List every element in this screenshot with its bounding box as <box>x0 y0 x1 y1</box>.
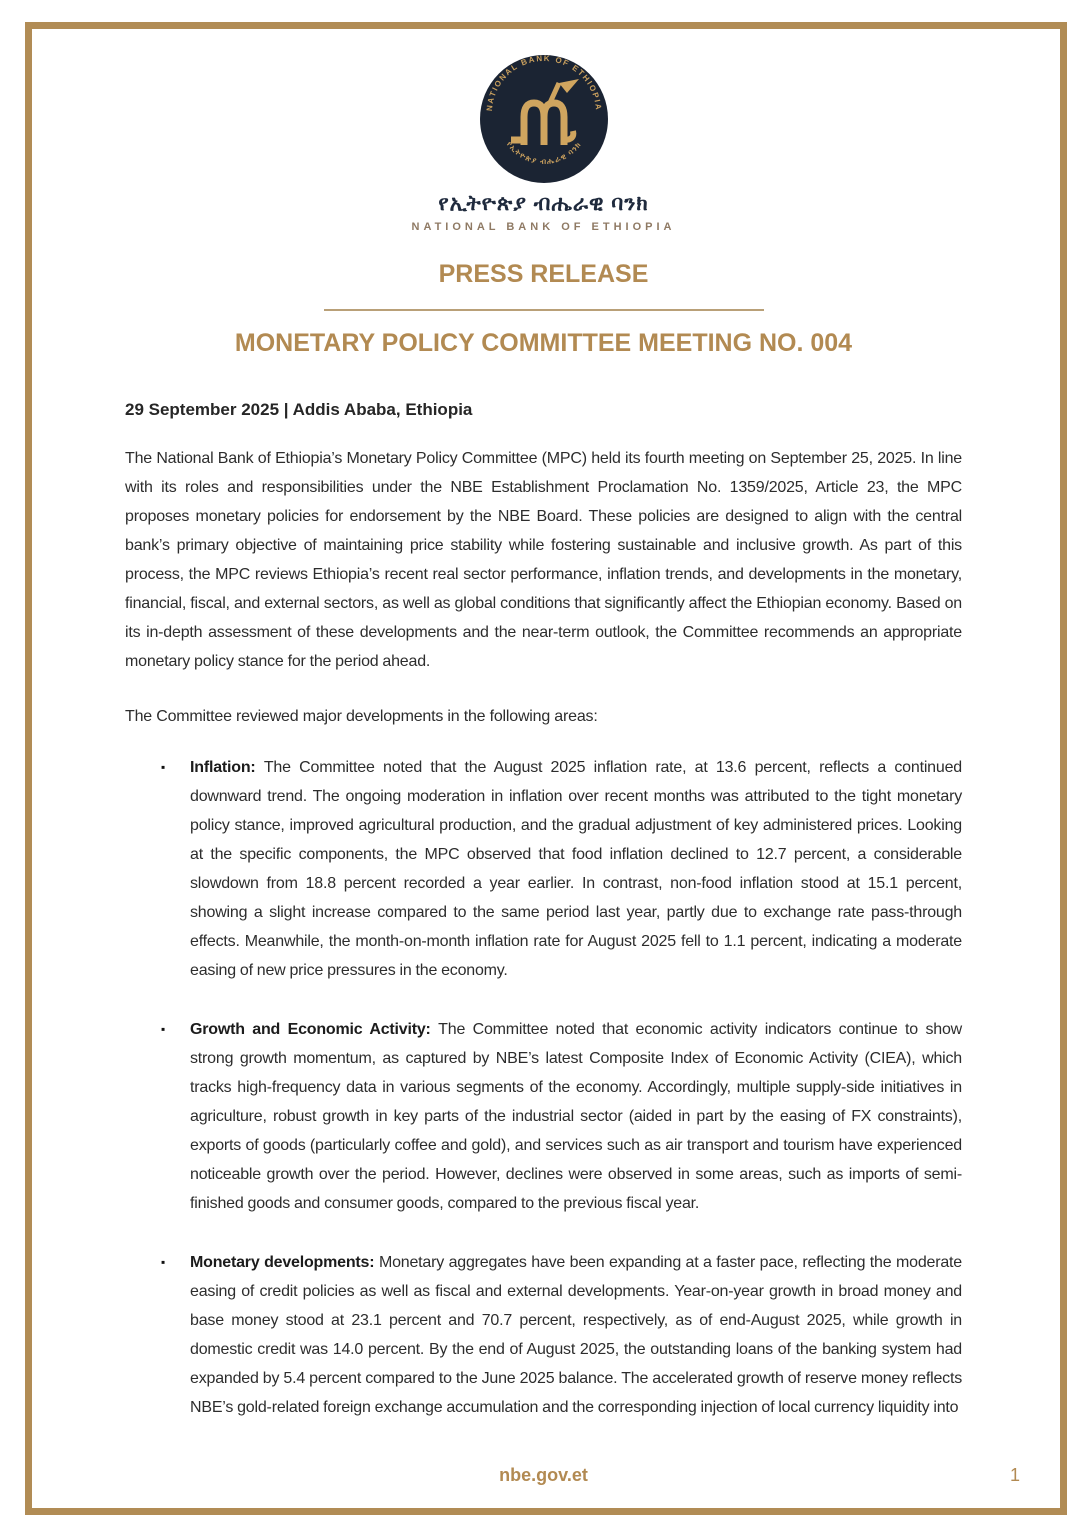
bank-name-english: NATIONAL BANK OF ETHIOPIA <box>411 221 676 233</box>
bullet-label: Inflation: <box>190 759 264 776</box>
logo-ring-top-text: NATIONAL BANK OF ETHIOPIA <box>484 53 603 112</box>
document-content <box>125 0 962 1422</box>
bullet-square-icon: ▪ <box>161 1255 166 1269</box>
heading-divider <box>324 309 764 311</box>
lead-in-line: The Committee reviewed major developments in the following areas: <box>125 708 598 725</box>
bullet-item-inflation <box>125 753 962 985</box>
meeting-title-heading: MONETARY POLICY COMMITTEE MEETING NO. 004 <box>234 329 853 357</box>
bullet-item-growth <box>125 1015 962 1218</box>
bullet-square-icon: ▪ <box>161 1022 166 1036</box>
page-footer <box>0 1465 1086 1495</box>
footer-website: nbe.gov.et <box>499 1465 588 1485</box>
dateline: 29 September 2025 | Addis Ababa, Ethiopia <box>125 400 473 419</box>
bullet-item-monetary <box>125 1248 962 1422</box>
bullet-label: Growth and Economic Activity: <box>190 1021 439 1038</box>
logo-ring-bottom-text: የኢትዮጵያ ብሔራዊ ባንክ <box>504 139 583 166</box>
page-number: 1 <box>1009 1465 1020 1485</box>
nbe-logo-icon <box>478 53 610 185</box>
bullet-label: Monetary developments: <box>190 1254 379 1271</box>
press-release-heading: PRESS RELEASE <box>438 260 649 288</box>
bullet-text: The Committee noted that the August 2025 inflation rate, at 13.6 percent, reflects a continued downward trend. The ongoing moderation in inflation over recent months was attributed to the tight monetary policy stance, improved agricultural production, and the gradual adjustment of key administered prices. Looking at the specific components, the MPC observed that food inflation declined to 12.7 percent, a considerable slowdown from 18.8 percent recorded a year earlier. In contrast, non-food inflation stood at 15.1 percent, showing a slight increase compared to the same period last year, partly due to exchange rate pass-through effects. Meanwhile, the month-on-month inflation rate for August 2025 fell to 1.1 percent, indicating a moderate easing of new price pressures in the economy. <box>190 759 962 979</box>
bullet-list <box>125 753 962 1422</box>
bullet-square-icon: ▪ <box>161 760 166 774</box>
bullet-text: The Committee noted that economic activity indicators continue to show strong growth momentum, as captured by NBE’s latest Composite Index of Economic Activity (CIEA), which tracks high-frequency data in various segments of the economy. Accordingly, multiple supply-side initiatives in agriculture, robust growth in key parts of the industrial sector (aided in part by the easing of FX constraints), exports of goods (particularly coffee and gold), and services such as air transport and tourism have experienced noticeable growth over the period. However, declines were observed in some areas, such as imports of semi-finished goods and consumer goods, compared to the previous fiscal year. <box>190 1021 963 1212</box>
bank-name-amharic: የኢትዮጵያ ብሔራዊ ባንክ <box>438 192 649 215</box>
bullet-text: Monetary aggregates have been expanding at a faster pace, reflecting the moderate easing of credit policies as well as fiscal and external developments. Year-on-year growth in broad money and base money stood at 23.1 percent and 70.7 percent, respectively, as of end-August 2025, while growth in domestic credit was 14.0 percent. By the end of August 2025, the outstanding loans of the banking system had expanded by 5.4 percent compared to the June 2025 balance. The accelerated growth of reserve money reflects NBE’s gold-related foreign exchange accumulation and the corresponding injection of local currency liquidity into <box>190 1254 962 1416</box>
intro-paragraph: The National Bank of Ethiopia’s Monetary Policy Committee (MPC) held its fourth meeting on September 25, 2025. In line with its roles and responsibilities under the NBE Establishment Proclamation No. 1359/2025, Article 23, the MPC proposes monetary policies for endorsement by the NBE Board. These policies are designed to align with the central bank’s primary objective of maintaining price stability while fostering sustainable and inclusive growth. As part of this process, the MPC reviews Ethiopia’s recent real sector performance, inflation trends, and developments in the monetary, financial, fiscal, and external sectors, as well as global conditions that significantly affect the Ethiopian economy. Based on its in-depth assessment of these developments and the near-term outlook, the Committee recommends an appropriate monetary policy stance for the period ahead. <box>125 450 962 670</box>
logo-block <box>125 53 962 190</box>
